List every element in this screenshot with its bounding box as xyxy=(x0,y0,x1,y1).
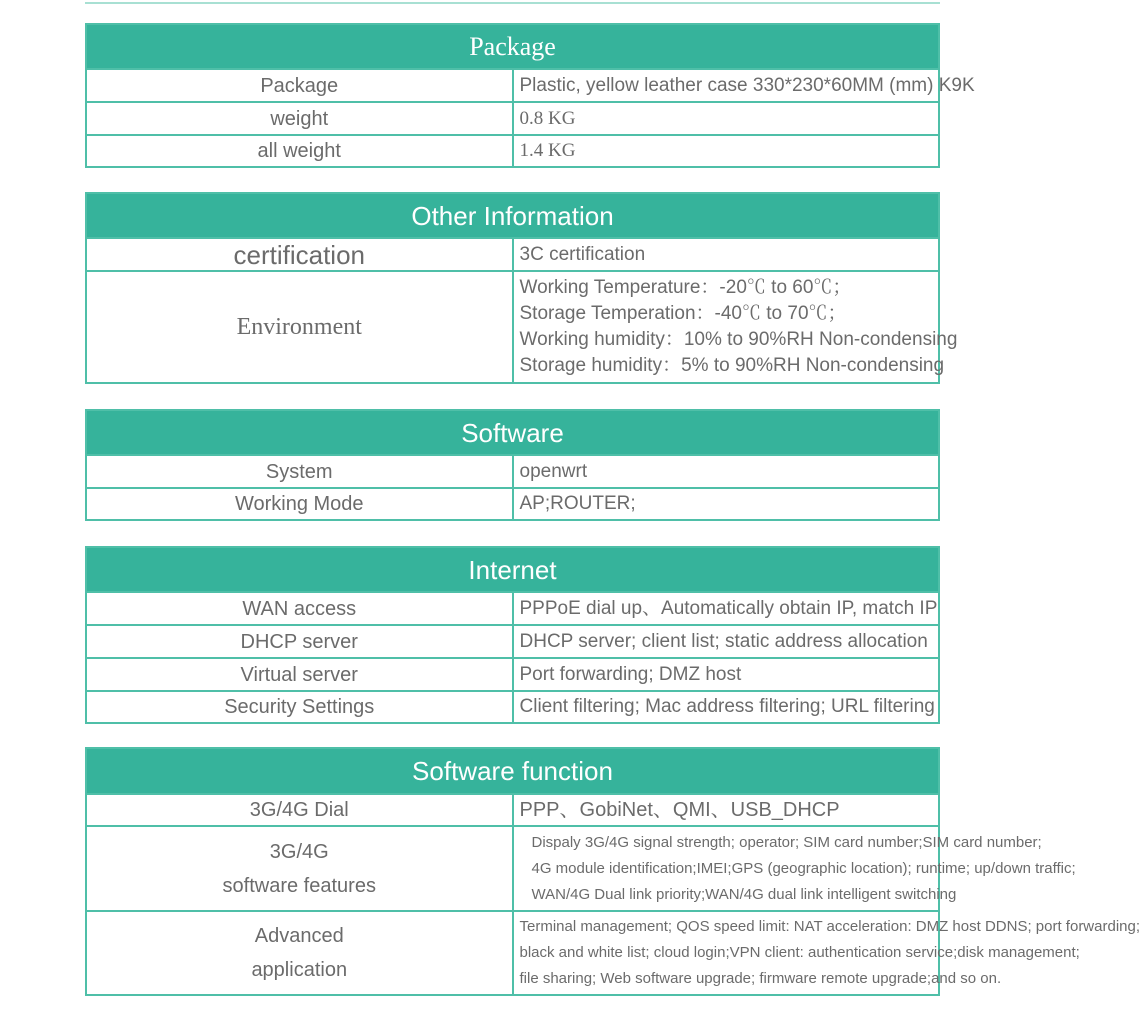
previous-table-edge xyxy=(85,0,940,4)
all-weight-value: 1.4 KG xyxy=(513,135,940,167)
table-row xyxy=(86,455,939,488)
software-title: Software xyxy=(86,410,939,455)
environment-line: Storage humidity：5% to 90%RH Non-condensing xyxy=(519,355,945,376)
other-information-table xyxy=(85,192,958,384)
environment-line: Working Temperature：-20℃ to 60℃； xyxy=(519,277,852,298)
environment-label: Environment xyxy=(86,271,513,383)
wan-access-value: PPPoE dial up、Automatically obtain IP, match IP xyxy=(513,592,940,625)
security-settings-label: Security Settings xyxy=(86,691,513,723)
table-row xyxy=(86,135,939,167)
table-row xyxy=(86,691,939,723)
dhcp-server-value: DHCP server; client list; static address allocation xyxy=(513,625,940,658)
all-weight-label: all weight xyxy=(86,135,513,167)
software-features-label-line: 3G/4G xyxy=(269,840,329,863)
advanced-line: file sharing; Web software upgrade; firmware remote upgrade;and so on. xyxy=(519,970,1002,987)
table-row xyxy=(86,488,939,520)
advanced-application-label xyxy=(86,911,513,995)
package-table xyxy=(85,23,975,168)
virtual-server-value: Port forwarding; DMZ host xyxy=(513,658,940,691)
table-row xyxy=(86,271,939,383)
virtual-server-label: Virtual server xyxy=(86,658,513,691)
feature-line: Dispaly 3G/4G signal strength; operator; SIM card number;SIM card number; xyxy=(531,833,1042,851)
system-label: System xyxy=(86,455,513,488)
advanced-application-label-line: Advanced xyxy=(254,925,344,947)
advanced-application-label-line: application xyxy=(251,959,348,981)
weight-label: weight xyxy=(86,102,513,135)
table-row xyxy=(86,102,939,135)
feature-line: 4G module identification;IMEI;GPS (geographic location); runtime; up/down traffic; xyxy=(531,859,1076,877)
environment-line: Storage Temperation：-40℃ to 70℃； xyxy=(519,303,847,324)
feature-line: WAN/4G Dual link priority;WAN/4G dual link intelligent switching xyxy=(531,885,957,903)
wan-access-label: WAN access xyxy=(86,592,513,625)
table-row xyxy=(86,69,939,102)
software-features-label-line: software features xyxy=(222,874,376,897)
table-row xyxy=(86,625,939,658)
table-row xyxy=(86,911,939,995)
table-row xyxy=(86,592,939,625)
advanced-line: Terminal management; QOS speed limit: NAT acceleration: DMZ host DDNS; port forwarding; xyxy=(519,918,1140,935)
table-row xyxy=(86,826,939,911)
software-features-value xyxy=(513,826,1076,911)
package-value: Plastic, yellow leather case 330*230*60MM (mm) K9K xyxy=(513,69,940,102)
advanced-line: black and white list; cloud login;VPN client: authentication service;disk management; xyxy=(519,944,1080,961)
software-function-table xyxy=(85,747,1140,996)
table-row xyxy=(86,658,939,691)
software-table xyxy=(85,409,940,521)
certification-label: certification xyxy=(86,238,513,271)
software-function-title: Software function xyxy=(86,748,939,794)
weight-value: 0.8 KG xyxy=(513,102,940,135)
system-value: openwrt xyxy=(513,455,940,488)
software-features-label xyxy=(86,826,513,911)
working-mode-value: AP;ROUTER; xyxy=(513,488,940,520)
certification-value: 3C certification xyxy=(513,238,940,271)
package-label: Package xyxy=(86,69,513,102)
internet-title: Internet xyxy=(86,547,939,592)
internet-table xyxy=(85,546,940,724)
table-row xyxy=(86,238,939,271)
environment-line: Working humidity：10% to 90%RH Non-condensing xyxy=(519,329,958,350)
other-information-title: Other Information xyxy=(86,193,939,238)
advanced-application-value xyxy=(513,911,1140,995)
package-title: Package xyxy=(86,24,939,69)
dial-label: 3G/4G Dial xyxy=(86,794,513,826)
environment-value xyxy=(513,271,958,383)
dhcp-server-label: DHCP server xyxy=(86,625,513,658)
working-mode-label: Working Mode xyxy=(86,488,513,520)
table-row xyxy=(86,794,939,826)
dial-value: PPP、GobiNet、QMI、USB_DHCP xyxy=(513,794,940,826)
security-settings-value: Client filtering; Mac address filtering; URL filtering xyxy=(513,691,940,723)
